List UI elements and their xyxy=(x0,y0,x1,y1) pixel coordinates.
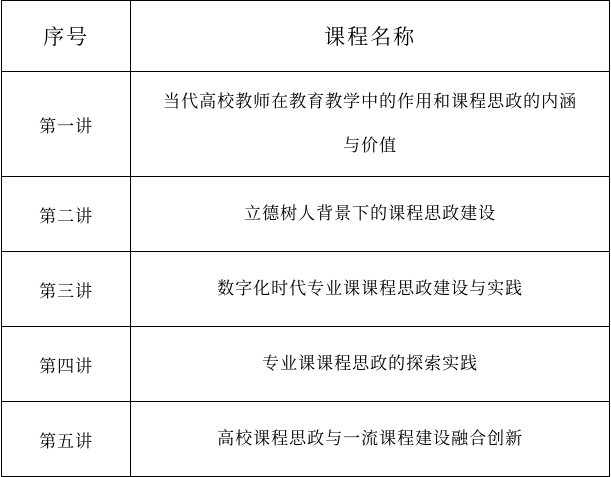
table-header-row xyxy=(2,1,610,72)
cell-lecture-no xyxy=(2,327,131,402)
cell-lecture-no xyxy=(2,402,131,477)
header-cell-no xyxy=(2,1,131,72)
lecture-no-label: 第四讲 xyxy=(39,356,94,376)
lecture-title-label: 数字化时代专业课课程思政建设与实践 xyxy=(217,279,524,298)
header-label-no: 序号 xyxy=(43,25,90,49)
cell-lecture-no xyxy=(2,72,131,177)
lecture-no-label: 第五讲 xyxy=(39,431,94,451)
lecture-title-label: 专业课课程思政的探索实践 xyxy=(262,354,479,373)
lecture-no-label: 第二讲 xyxy=(39,206,94,226)
table-row xyxy=(2,177,610,252)
lecture-no-label: 第一讲 xyxy=(39,116,94,136)
lecture-title-label: 立德树人背景下的课程思政建设 xyxy=(244,204,497,223)
cell-lecture-no xyxy=(2,177,131,252)
cell-lecture-no xyxy=(2,252,131,327)
table-row xyxy=(2,252,610,327)
cell-lecture-title xyxy=(131,402,610,477)
course-schedule-table xyxy=(1,0,610,477)
cell-lecture-title xyxy=(131,72,610,177)
cell-lecture-title xyxy=(131,327,610,402)
table-row xyxy=(2,327,610,402)
table-row xyxy=(2,402,610,477)
header-label-title: 课程名称 xyxy=(324,25,417,49)
header-cell-title xyxy=(131,1,610,72)
lecture-title-label: 高校课程思政与一流课程建设融合创新 xyxy=(217,429,524,448)
table-row xyxy=(2,72,610,177)
cell-lecture-title xyxy=(131,177,610,252)
cell-lecture-title xyxy=(131,252,610,327)
lecture-title-label: 当代高校教师在教育教学中的作用和课程思政的内涵与价值 xyxy=(163,92,578,155)
lecture-no-label: 第三讲 xyxy=(39,281,94,301)
